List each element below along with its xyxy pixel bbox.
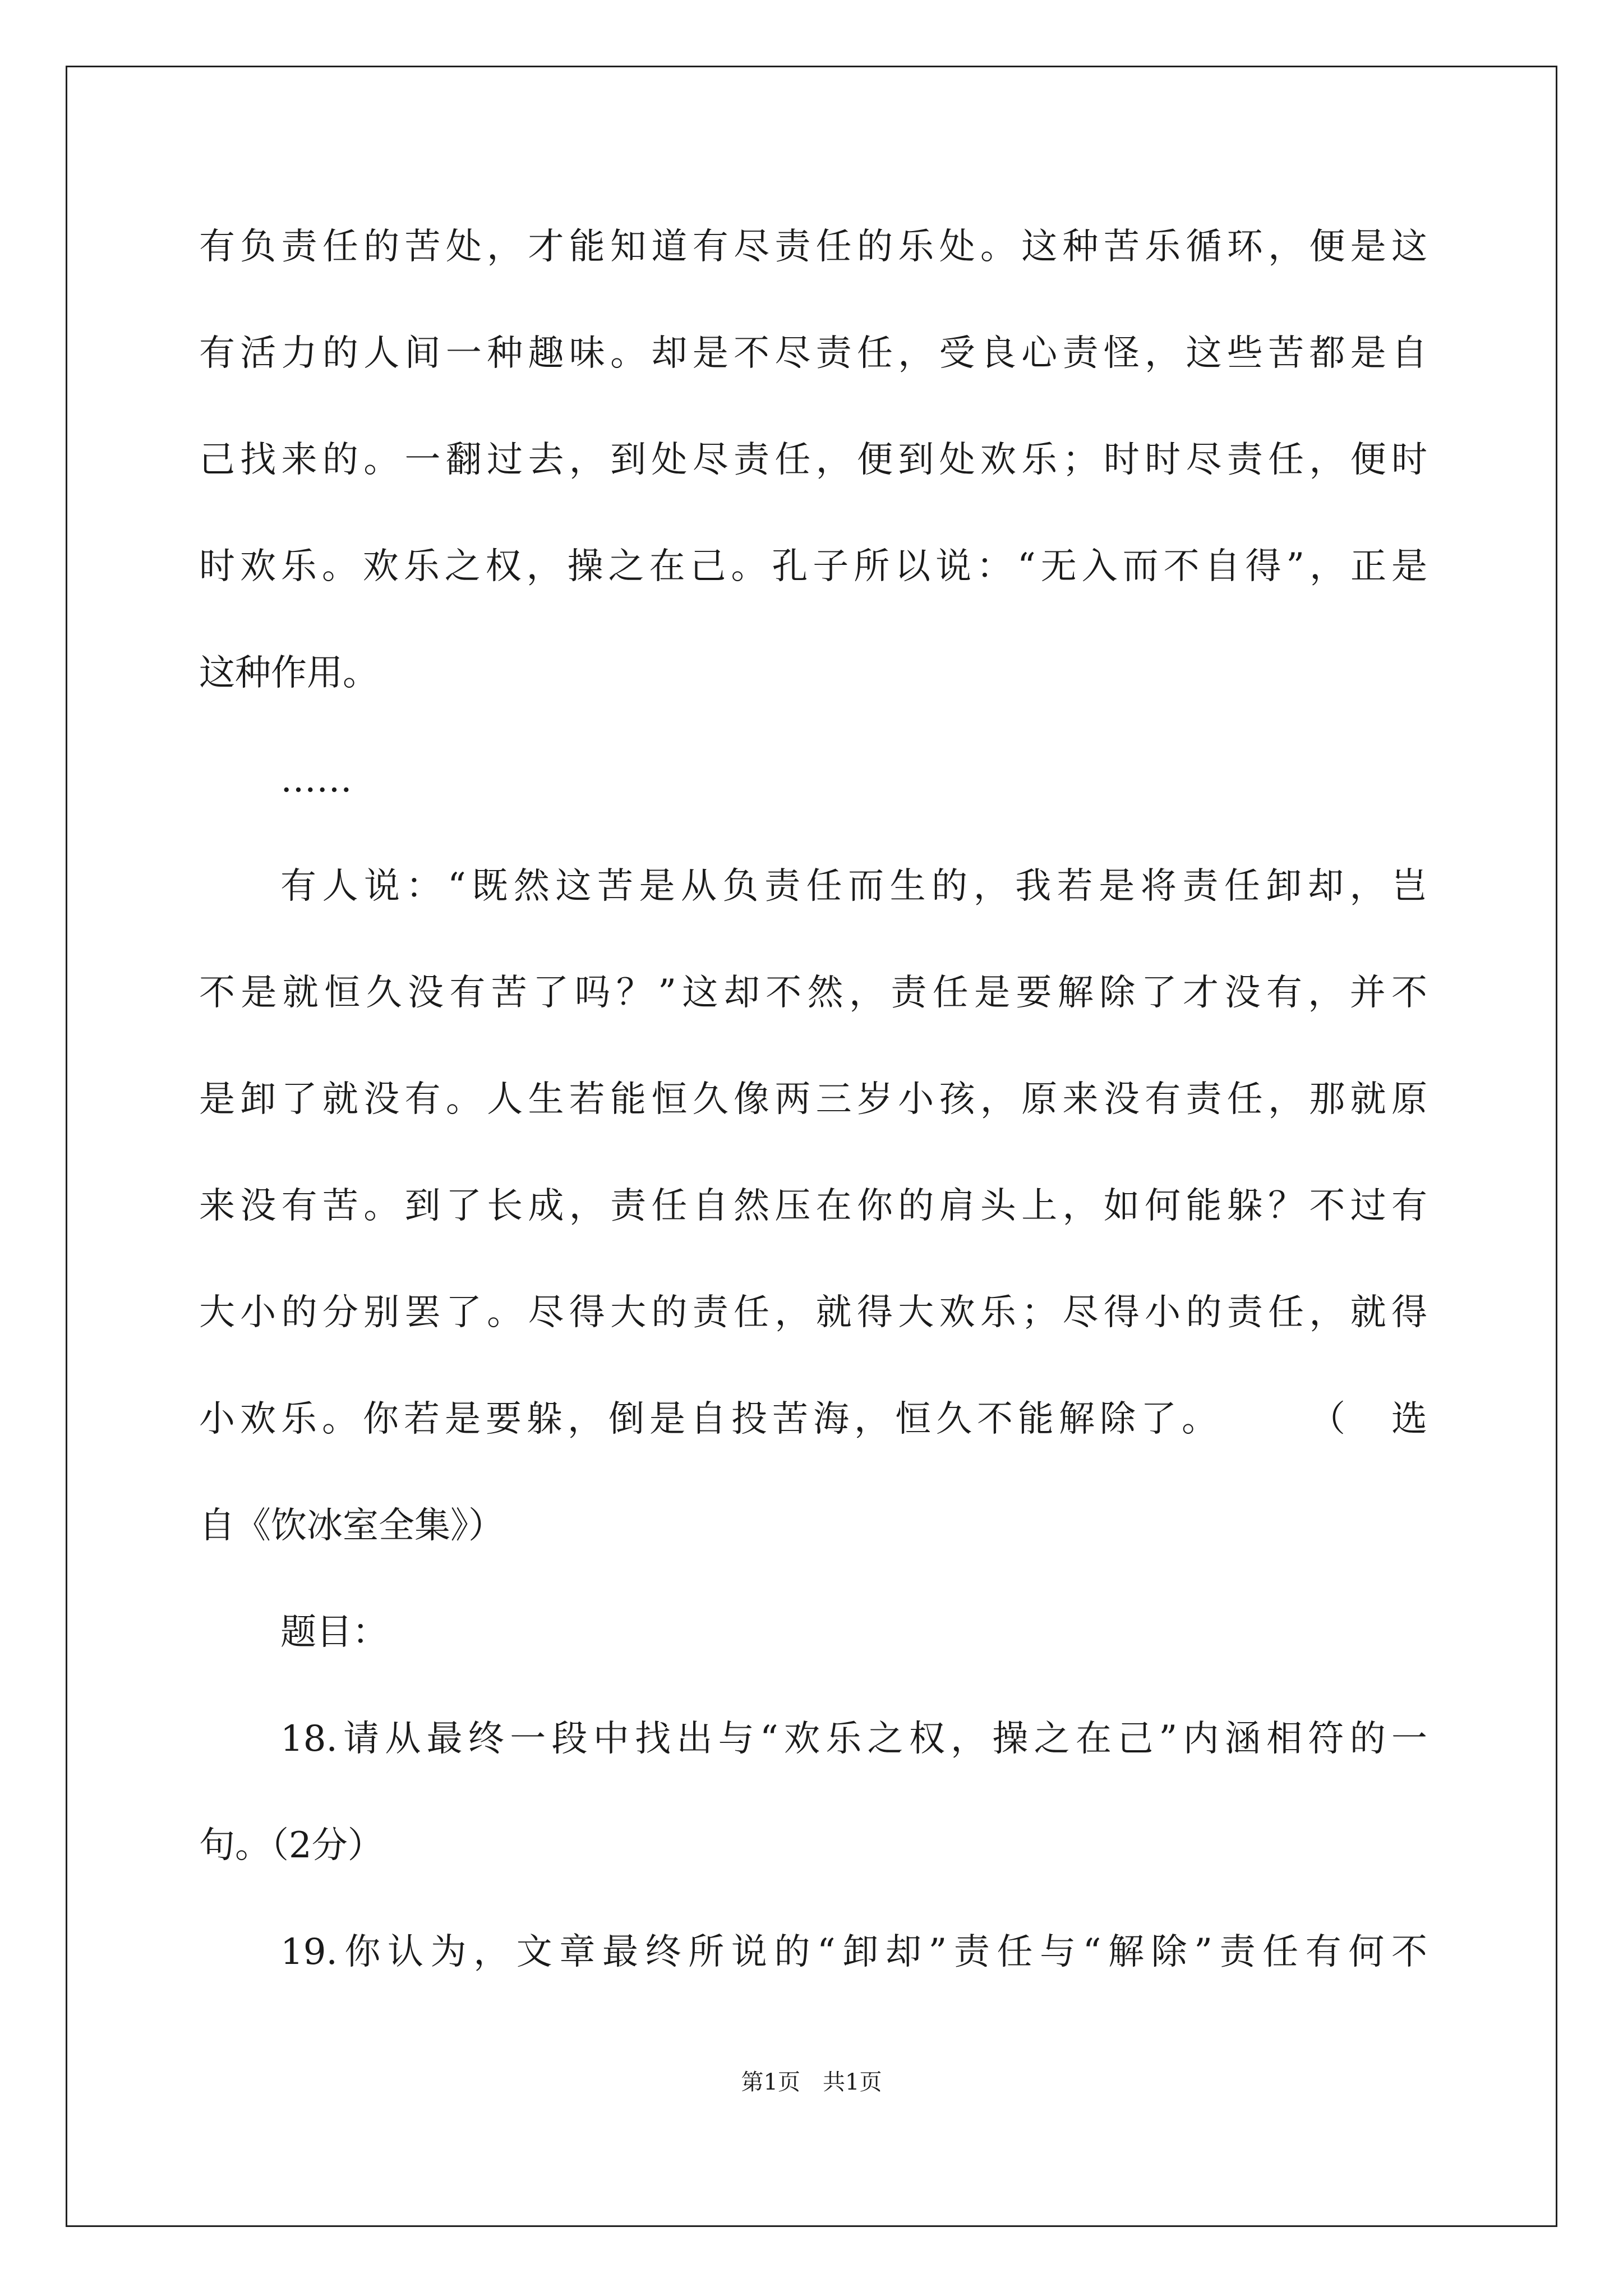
paragraph-line: 时欢乐。欢乐之权，操之在己。孔子所以说：“无入而不自得”，正是 xyxy=(199,546,1427,587)
page-footer: 第1页 共1页 xyxy=(741,2069,882,2095)
question-18-points: 句。（2分） xyxy=(199,1825,384,1866)
page-border xyxy=(66,66,1557,2227)
paragraph-line: 是卸了就没有。人生若能恒久像两三岁小孩，原来没有责任，那就原 xyxy=(199,1079,1427,1120)
paragraph-line: 这种作用。 xyxy=(199,652,379,694)
paragraph-line: 有活力的人间一种趣味。却是不尽责任，受良心责怪，这些苦都是自 xyxy=(199,333,1427,374)
paragraph-line: 己找来的。一翻过去，到处尽责任，便到处欢乐；时时尽责任，便时 xyxy=(199,439,1427,481)
questions-heading: 题目： xyxy=(280,1612,388,1653)
paragraph-line: 有人说：“既然这苦是从负责任而生的，我若是将责任卸却，岂 xyxy=(280,866,1427,907)
paragraph-line: 不是就恒久没有苦了吗？”这却不然，责任是要解除了才没有，并不 xyxy=(199,972,1427,1014)
paragraph-line: 来没有苦。到了长成，责任自然压在你的肩头上，如何能躲？不过有 xyxy=(199,1185,1427,1227)
paragraph-line: 小欢乐。你若是要躲，倒是自投苦海，恒久不能解除了。 （ 选 xyxy=(199,1398,1427,1440)
ellipsis: …… xyxy=(280,759,352,800)
question-18: 18.请从最终一段中找出与“欢乐之权，操之在己”内涵相符的一 xyxy=(280,1718,1427,1760)
source-citation: 自《饮冰室全集》） xyxy=(199,1505,504,1547)
question-19: 19.你认为，文章最终所说的“卸却”责任与“解除”责任有何不 xyxy=(280,1931,1427,1973)
paragraph-line: 有负责任的苦处，才能知道有尽责任的乐处。这种苦乐循环，便是这 xyxy=(199,226,1427,268)
paragraph-line: 大小的分别罢了。尽得大的责任，就得大欢乐；尽得小的责任，就得 xyxy=(199,1292,1427,1333)
